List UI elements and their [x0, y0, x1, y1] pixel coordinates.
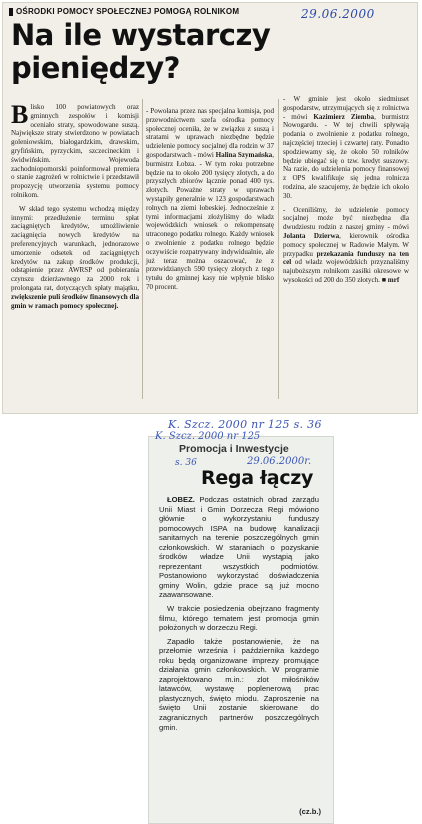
- column-1-paragraph-1: [11, 100, 139, 200]
- article-headline: [11, 19, 311, 85]
- headline-line-1: Na ile wystarczy: [11, 18, 271, 52]
- column-2-paragraph-1: [146, 107, 274, 292]
- column-1-paragraph-2: [11, 205, 139, 311]
- paragraph-2: W trakcie posiedzenia obejrzano fragmenty filmu, którego tematem jest promocja gmin położonych w dorzeczu Regi.: [159, 604, 319, 633]
- paragraph-text: Podczas ostatnich obrad zarządu Unii Miast i Gmin Dorzecza Regi mówiono głównie o wykorzystaniu funduszy pomocowych ISPA na budowę kanalizacji sanitarnych na terenie poszczególnych gmin członkowskich. W staraniach o pozyskanie środków władze Unii wystąpią jako reprezentant wszystkich podmiotów. Postanowiono wykorzystać doświadczenia gminy Wolin, gdzie prace są już mocno zaawansowane.: [159, 495, 319, 600]
- article-kicker: [9, 7, 239, 16]
- paragraph-1: [159, 495, 319, 600]
- handwritten-date: 29.06.2000r.: [247, 456, 312, 467]
- person-name: Jolanta Dzierwa: [283, 231, 340, 240]
- article-column-3: [283, 95, 409, 285]
- headline-line-2: pieniędzy?: [11, 51, 180, 85]
- article-column-2: [146, 107, 274, 292]
- paragraph-text: - Powołana przez nas specjalna komisja, pod przewodnictwem szefa ośrodka pomocy społecznej oceniła, że w związku z suszą i stratami w uprawach niezbędne będzie udzielenie pomocy socjalnej dla rodzin w 37 gospodarstwach - mówi: [146, 107, 274, 159]
- author-signature: ■ mrf: [381, 275, 400, 284]
- kicker-text: OŚRODKI POMOCY SPOŁECZNEJ POMOGĄ ROLNIKOM: [16, 7, 240, 16]
- article-clipping-drought: [2, 2, 418, 414]
- column-3-paragraph-1: [283, 95, 409, 201]
- person-name: Halina Szymańska: [215, 150, 273, 159]
- handwritten-source: K. Szcz. 2000 nr 125: [155, 431, 261, 442]
- dateline: ŁOBEZ.: [167, 495, 195, 504]
- article-clipping-rega: [148, 431, 334, 824]
- handwritten-page: s. 36: [175, 458, 197, 468]
- author-signature-text: mrf: [387, 275, 400, 284]
- handwritten-source-note: K. Szcz. 2000 nr 125 s. 36: [168, 418, 322, 431]
- emphasis-text: przekazania funduszy na ten cel: [283, 249, 409, 267]
- paragraph-text: - W gminie jest około siedmiuset gospodarstw, utrzymujących się z rolnictwa - mówi: [283, 95, 409, 121]
- person-name: Kazimierz Ziemba: [313, 112, 375, 121]
- paragraph-text: , burmistrz Łobza. - W tym roku potrzebne będzie na to około 200 tysięcy złotych, a do przyszłych zbiorów łącznie ponad 400 tys. złotych. Poważne straty w uprawach wystąpiły generalnie w 123 gospodarstwach rolnych na ziemi łobeskiej. Jednocześnie z tymi informacjami złożyliśmy do władz wojewódzkich wniosek o rekompensatę utraconego podatku rolnego. Każdy wniosek o zwolnienie z podatku rolnego będzie oczywiście rozpatrywany indywidualnie, ale już teraz można oszacować, że z przewidzianych 590 tysięcy złotych z tego tytułu do gminnej kasy nie wpłynie blisko 70 procent.: [146, 150, 274, 291]
- article-headline: Rega łączy: [201, 467, 314, 489]
- column-divider: [278, 99, 279, 399]
- article-body: [159, 495, 319, 736]
- handwritten-date: 29.06.2000: [301, 7, 375, 21]
- paragraph-text: od władz wojewódzkich przyznaliśmy najuboższym rolnikom zasiłki okresowe w wysokości od 200 do 350 złotych.: [283, 258, 409, 284]
- paragraph-text: lisko 100 powiatowych oraz gminnych zespołów i komisji oceniało straty, spowodowane suszą. Największe straty stwierdzono w powiatach goleniowskim, białogardzkim, drawskim, gryfińskim, pyrzyckim, szczecineckim i świdwińskim. Wojewoda zachodniopomorski poinformował premiera o stanie zagrożeń w rolnictwie i przedstawił propozycję utworzenia systemu pomocy rolnikom.: [11, 103, 139, 199]
- article-column-1: [11, 100, 139, 310]
- paragraph-text: , burmistrz Nowogardu. - W tej chwili spływają podania o zwolnienie z podatku rolnego, najczęściej trzeciej i czwartej raty. Ponadto spodziewamy się, że około 50 rolników będzie ubiegać się o tzw. kredyt suszowy. Na razie, do udzielenia pomocy finansowej z OPS kwalifikuje się jedna rolnicza rodzina, ale szacujemy, że będzie ich około 30.: [283, 112, 409, 200]
- column-divider: [142, 99, 143, 399]
- drop-cap: B: [11, 100, 29, 129]
- paragraph-text: - Oceniliśmy, że udzielenie pomocy socjalnej może być niezbędna dla dwudziestu rodzin z naszej gminy - mówi: [283, 205, 409, 232]
- paragraph-text: , kierownik ośrodka pomocy społecznej w Radowie Małym. W przypadku: [283, 231, 410, 258]
- emphasis-text: zwiększenie puli środków finansowych dla gmin w ramach pomocy społecznej.: [11, 292, 139, 310]
- paragraph-3: Zapadło także postanowienie, że na przełomie września i października każdego roku będą organizowane imprezy promujące działania gmin członkowskich. W programie zaprojektowano m.in.: zlot miłośników latawców, wystawę poplenerową prac plastycznych, święto miodu. Zaproszenie na święto Unii zostanie skierowane do zagranicznych partnerów poszczególnych gmin.: [159, 636, 319, 732]
- paragraph-text: W skład tego systemu wchodzą między innymi: przedłużenie terminu spłat zaciągniętych kredytów, umożliwienie zaciągnięcia nowych kredytów na preferencyjnych warunkach, jednorazowe umorzenie odsetek od zaciągniętych kredytów na zakup środków produkcji, odstąpienie przez AWRSP od pobierania czynszu dzierżawnego za 2000 rok i prolongata rat, dotyczących spłaty majątku,: [11, 204, 139, 292]
- author-signature: (cz.b.): [299, 807, 321, 816]
- section-title: Promocja i Inwestycje: [179, 443, 289, 455]
- kicker-bar: [9, 8, 13, 16]
- column-3-paragraph-2: [283, 206, 409, 285]
